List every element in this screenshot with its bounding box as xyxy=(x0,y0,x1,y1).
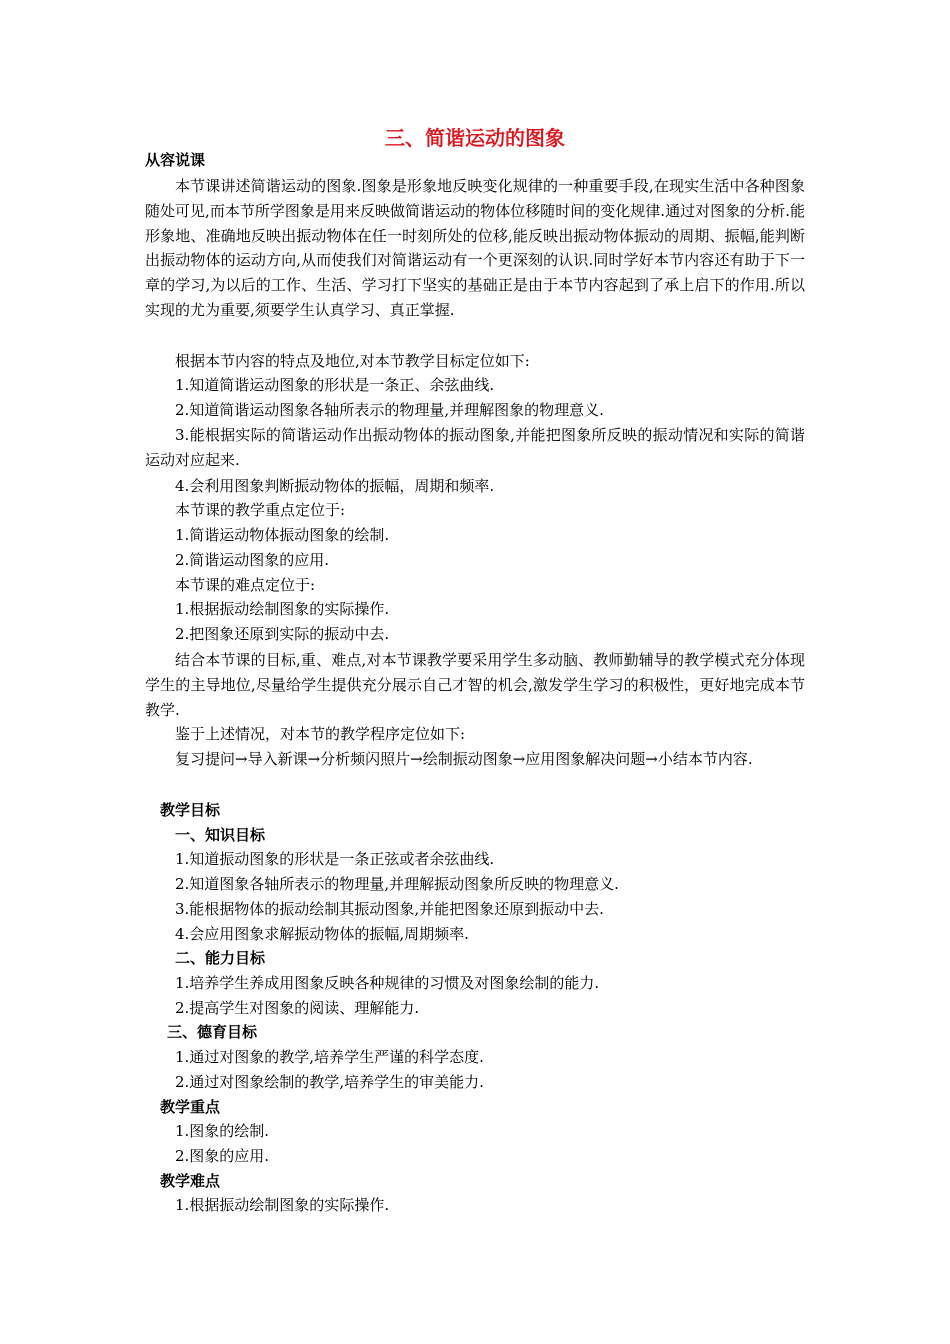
list-item: 1.知道振动图象的形状是一条正弦或者余弦曲线. xyxy=(175,850,495,868)
list-item: 1.通过对图象的教学,培养学生严谨的科学态度. xyxy=(175,1048,484,1066)
list-item: 2.提高学生对图象的阅读、理解能力. xyxy=(175,999,420,1017)
intro-paragraph: 复习提问→导入新课→分析频闪照片→绘制振动图象→应用图象解决问题→小结本节内容. xyxy=(175,750,753,768)
ability-goals-heading: 二、能力目标 xyxy=(175,949,266,967)
intro-line: 4.会利用图象判断振动物体的振幅，周期和频率. xyxy=(175,477,495,495)
list-item: 1.根据振动绘制图象的实际操作. xyxy=(175,1196,390,1214)
intro-paragraph: 本节课讲述简谐运动的图象.图象是形象地反映变化规律的一种重要手段,在现实生活中各种图象随处可见,而本节所学图象是用来反映做简谐运动的物体位移随时间的变化规律.通过对图象的分析.能形象地、准确地反映出振动物体在任一时刻所处的位移,能反映出振动物体振动的周期、振幅,能判断出振动物体的运动方向,从而使我们对简谐运动有一个更深刻的认识.同时学好本节内容还有助于下一章的学习,为以后的工作、生活、学习打下坚实的基础正是由于本节内容起到了承上启下的作用.所以实现的尤为重要,须要学生认真学习、真正掌握. xyxy=(145,177,805,319)
intro-line: 本节课的教学重点定位于: xyxy=(175,501,346,519)
moral-goals-heading: 三、德育目标 xyxy=(167,1023,258,1041)
list-item: 2.知道图象各轴所表示的物理量,并理解振动图象所反映的物理意义. xyxy=(175,875,619,893)
list-item: 3.能根据物体的振动绘制其振动图象,并能把图象还原到振动中去. xyxy=(175,900,604,918)
intro-line: 根据本节内容的特点及地位,对本节教学目标定位如下: xyxy=(175,352,530,370)
intro-line: 2.简谐运动图象的应用. xyxy=(175,551,330,569)
goals-heading: 教学目标 xyxy=(160,801,221,819)
key-points-heading: 教学重点 xyxy=(160,1098,221,1116)
intro-line: 鉴于上述情况，对本节的教学程序定位如下: xyxy=(175,725,466,743)
intro-paragraph: 结合本节课的目标,重、难点,对本节课教学要采用学生多动脑、教师勤辅导的教学模式充分体现学生的主导地位,尽量给学生提供充分展示自己才智的机会,激发学生学习的积极性，更好地完成本节教学. xyxy=(145,651,805,719)
knowledge-goals-heading: 一、知识目标 xyxy=(175,826,266,844)
list-item: 1.图象的绘制. xyxy=(175,1122,270,1140)
intro-line: 2.知道简谐运动图象各轴所表示的物理量,并理解图象的物理意义. xyxy=(175,401,604,419)
list-item: 2.通过对图象绘制的教学,培养学生的审美能力. xyxy=(175,1073,484,1091)
intro-line: 1.简谐运动物体振动图象的绘制. xyxy=(175,526,390,544)
intro-line: 1.知道简谐运动图象的形状是一条正、余弦曲线. xyxy=(175,376,495,394)
intro-line: 2.把图象还原到实际的振动中去. xyxy=(175,625,390,643)
intro-line: 本节课的难点定位于: xyxy=(175,576,316,594)
difficulties-heading: 教学难点 xyxy=(160,1172,221,1190)
intro-paragraph: 3.能根据实际的简谐运动作出振动物体的振动图象,并能把图象所反映的振动情况和实际的简谐运动对应起来. xyxy=(145,426,805,469)
list-item: 2.图象的应用. xyxy=(175,1147,270,1165)
list-item: 1.培养学生养成用图象反映各种规律的习惯及对图象绘制的能力. xyxy=(175,974,600,992)
list-item: 4.会应用图象求解振动物体的振幅,周期频率. xyxy=(175,925,469,943)
intro-line: 1.根据振动绘制图象的实际操作. xyxy=(175,600,390,618)
section-heading-speak: 从容说课 xyxy=(145,151,206,169)
page-title: 三、简谐运动的图象 xyxy=(385,126,565,150)
